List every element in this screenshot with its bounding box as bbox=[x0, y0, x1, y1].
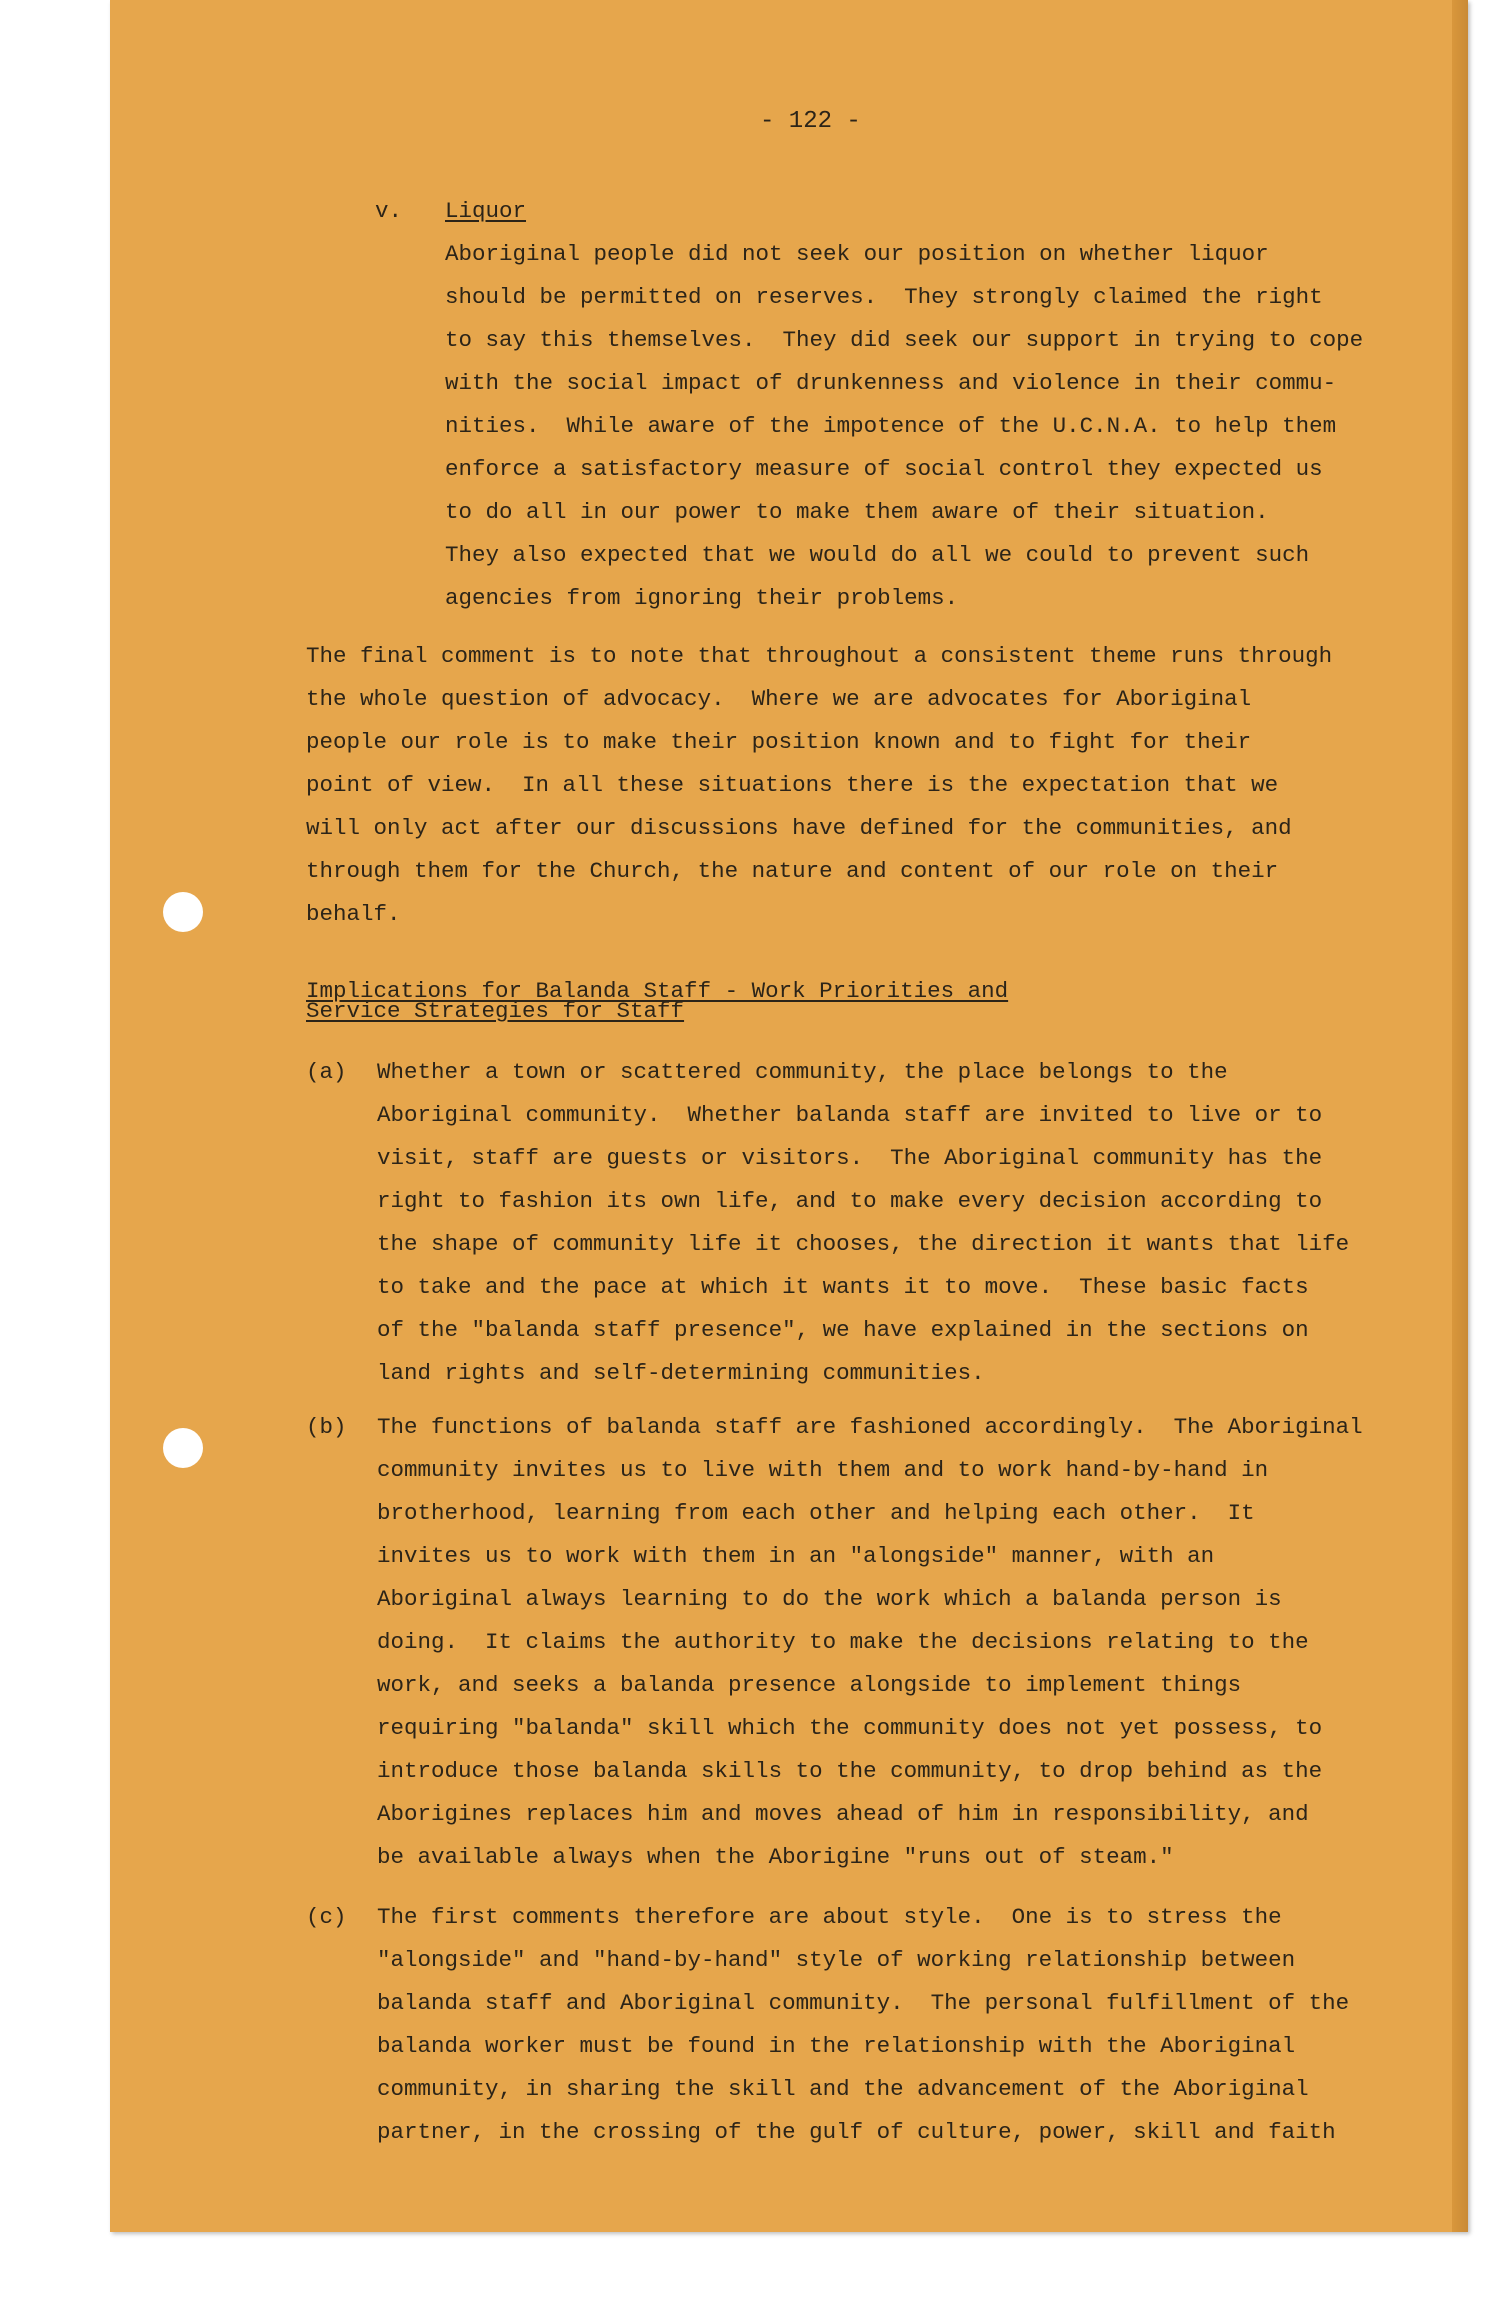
text-line: Aboriginal community. Whether balanda staff are invited to live or to bbox=[377, 1102, 1323, 1128]
text-line: enforce a satisfactory measure of social control they expected us bbox=[445, 456, 1323, 482]
section-marker-v: v. bbox=[375, 198, 403, 224]
text-line: community invites us to live with them and to work hand-by-hand in bbox=[377, 1457, 1269, 1483]
text-line: partner, in the crossing of the gulf of culture, power, skill and faith bbox=[377, 2119, 1336, 2145]
text-line: Whether a town or scattered community, the place belongs to the bbox=[377, 1059, 1228, 1085]
text-line: They also expected that we would do all we could to prevent such bbox=[445, 542, 1310, 568]
text-line: requiring "balanda" skill which the community does not yet possess, to bbox=[377, 1715, 1323, 1741]
text-line: The functions of balanda staff are fashioned accordingly. The Aboriginal bbox=[377, 1414, 1363, 1440]
implications-heading bbox=[306, 966, 1009, 1024]
text-line: The first comments therefore are about style. One is to stress the bbox=[377, 1904, 1282, 1930]
text-line: to take and the pace at which it wants it to move. These basic facts bbox=[377, 1274, 1309, 1300]
heading-line: Implications for Balanda Staff - Work Priorities and bbox=[306, 978, 1009, 1004]
text-line: people our role is to make their position known and to fight for their bbox=[306, 729, 1252, 755]
item-c-paragraph bbox=[377, 1896, 1349, 2154]
text-line: of the "balanda staff presence", we have explained in the sections on bbox=[377, 1317, 1309, 1343]
punch-hole-bottom bbox=[163, 1428, 203, 1468]
text-line: will only act after our discussions have defined for the communities, and bbox=[306, 815, 1292, 841]
text-line: "alongside" and "hand-by-hand" style of working relationship between bbox=[377, 1947, 1296, 1973]
text-line: nities. While aware of the impotence of the U.C.N.A. to help them bbox=[445, 413, 1337, 439]
item-marker-a: (a) bbox=[306, 1059, 347, 1085]
text-line: balanda worker must be found in the relationship with the Aboriginal bbox=[377, 2033, 1296, 2059]
text-line: land rights and self-determining communities. bbox=[377, 1360, 985, 1386]
text-line: point of view. In all these situations there is the expectation that we bbox=[306, 772, 1279, 798]
text-line: Aboriginal always learning to do the work which a balanda person is bbox=[377, 1586, 1282, 1612]
heading-line: Service Strategies for Staff bbox=[306, 998, 685, 1024]
text-line: The final comment is to note that throughout a consistent theme runs through bbox=[306, 643, 1333, 669]
text-line: be available always when the Aborigine "runs out of steam." bbox=[377, 1844, 1174, 1870]
item-b-paragraph bbox=[377, 1406, 1363, 1879]
text-line: right to fashion its own life, and to make every decision according to bbox=[377, 1188, 1323, 1214]
text-line: brotherhood, learning from each other and helping each other. It bbox=[377, 1500, 1255, 1526]
text-line: agencies from ignoring their problems. bbox=[445, 585, 959, 611]
text-line: to do all in our power to make them aware of their situation. bbox=[445, 499, 1269, 525]
text-line: should be permitted on reserves. They strongly claimed the right bbox=[445, 284, 1323, 310]
page-number: - 122 - bbox=[760, 108, 861, 135]
text-line: the shape of community life it chooses, the direction it wants that life bbox=[377, 1231, 1350, 1257]
text-line: invites us to work with them in an "alongside" manner, with an bbox=[377, 1543, 1215, 1569]
final-comment-paragraph bbox=[306, 635, 1332, 936]
text-line: with the social impact of drunkenness and violence in their commu- bbox=[445, 370, 1337, 396]
punch-hole-top bbox=[163, 892, 203, 932]
text-line: through them for the Church, the nature and content of our role on their bbox=[306, 858, 1279, 884]
item-marker-b: (b) bbox=[306, 1414, 347, 1440]
text-line: introduce those balanda skills to the community, to drop behind as the bbox=[377, 1758, 1323, 1784]
item-marker-c: (c) bbox=[306, 1904, 347, 1930]
text-line: Aborigines replaces him and moves ahead of him in responsibility, and bbox=[377, 1801, 1309, 1827]
text-line: the whole question of advocacy. Where we are advocates for Aboriginal bbox=[306, 686, 1252, 712]
text-line: visit, staff are guests or visitors. The Aboriginal community has the bbox=[377, 1145, 1323, 1171]
page-edge bbox=[1452, 0, 1468, 2232]
text-line: Aboriginal people did not seek our position on whether liquor bbox=[445, 241, 1269, 267]
text-line: behalf. bbox=[306, 901, 401, 927]
text-line: balanda staff and Aboriginal community. The personal fulfillment of the bbox=[377, 1990, 1350, 2016]
text-line: community, in sharing the skill and the advancement of the Aboriginal bbox=[377, 2076, 1309, 2102]
section-heading-liquor: Liquor bbox=[445, 198, 527, 224]
text-line: work, and seeks a balanda presence alongside to implement things bbox=[377, 1672, 1242, 1698]
text-line: to say this themselves. They did seek our support in trying to cope bbox=[445, 327, 1364, 353]
text-line: doing. It claims the authority to make the decisions relating to the bbox=[377, 1629, 1309, 1655]
item-a-paragraph bbox=[377, 1051, 1349, 1395]
liquor-paragraph bbox=[445, 233, 1363, 620]
